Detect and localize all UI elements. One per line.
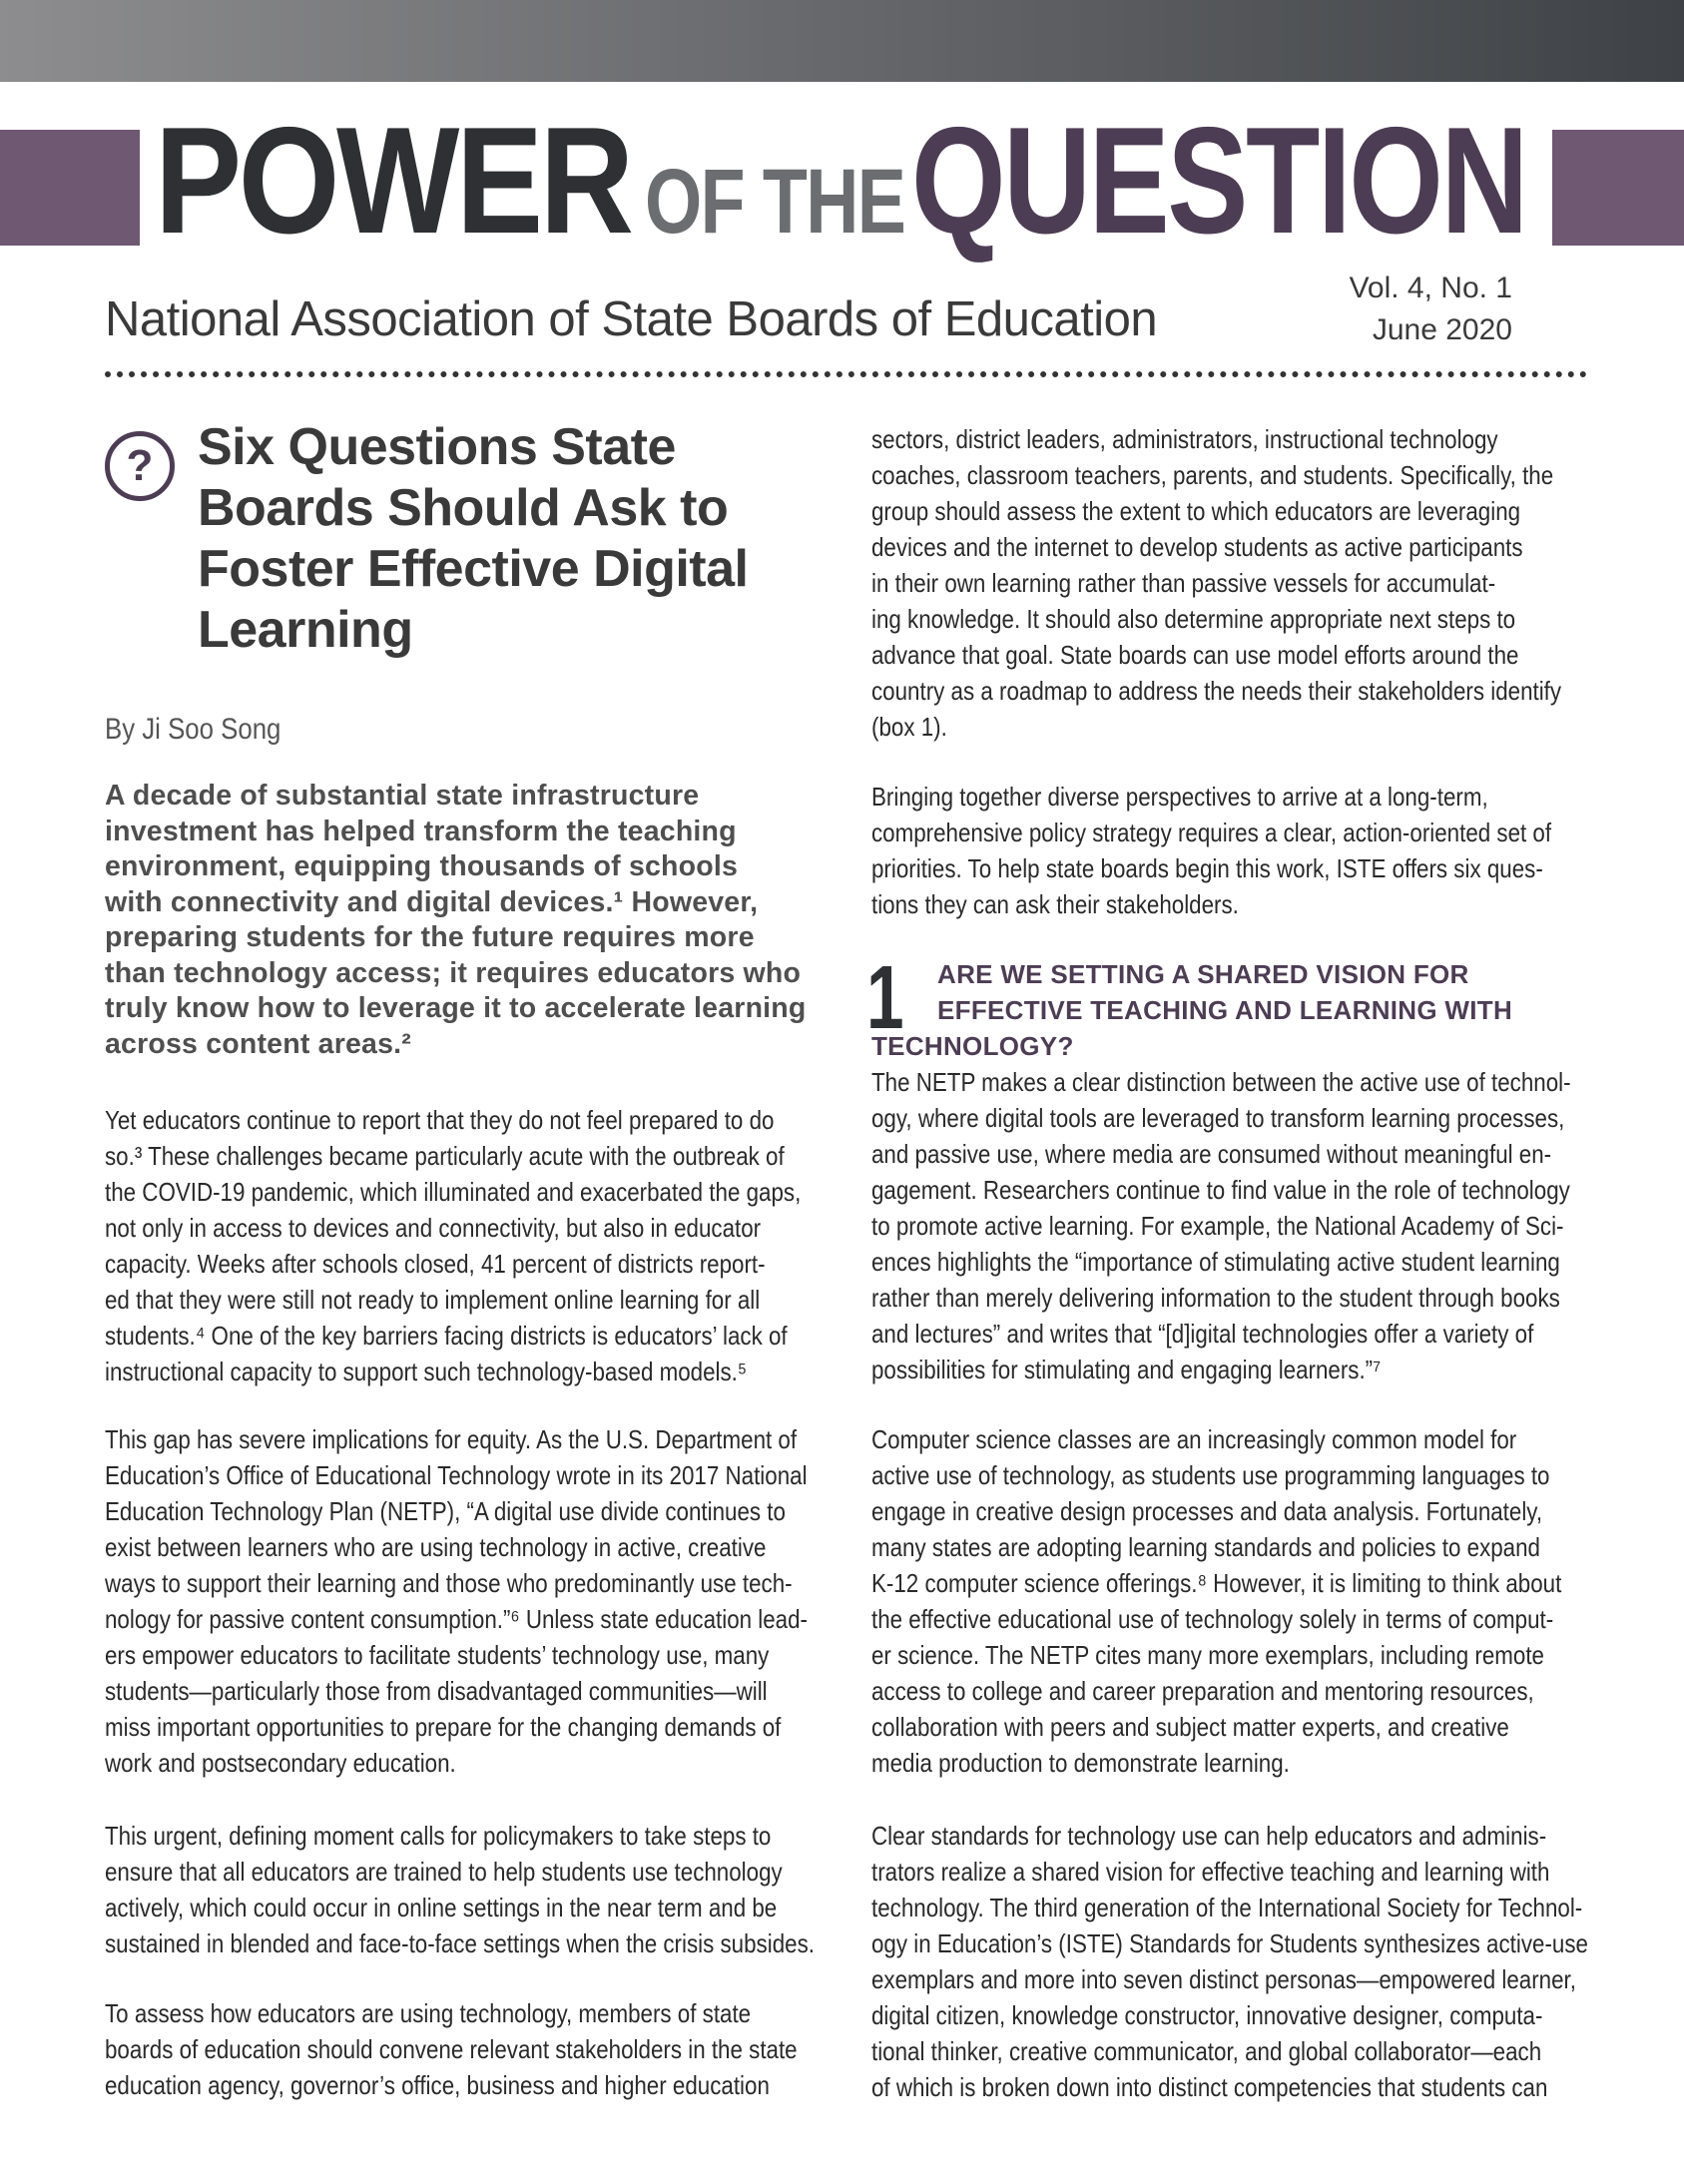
masthead-title	[155, 96, 1552, 266]
question-mark-icon: ?	[105, 431, 175, 501]
left-paragraph-2: This gap has severe implications for equity. As the U.S. Department of Education’s Office of Educational Technology wrote in its 2017 National Education Technology Plan (NETP), “A digital use divide continues to exist between learners who are using technology in active, creative ways to support their learning and those who predominantly use tech- nology for passive content consumption.”⁶ Unless state education lead- ers empower educators to facilitate students’ technology use, many students—particularly those from disadvantaged communities—will miss important opportunities to prepare for the changing demands of work and postsecondary education.	[105, 1424, 809, 1778]
right-paragraph-2: Bringing together diverse perspectives to arrive at a long-term, comprehensive policy strategy requires a clear, action-oriented set of priorities. To help state boards begin this work, ISTE offers six ques- tions they can ask their stakeholders.	[871, 782, 1552, 919]
right-paragraph-3: The NETP makes a clear distinction between the active use of technol- ogy, where digital tools are leveraged to transform learning processes, and passive use, where media are consumed without meaningful en- gagement. Researchers continue to find value in the role of technology to promote active learning. For example, the National Academy of Sci- ences highlights the “importance of stimulating active student learning rather than merely delivering information to the student through books and lectures” and writes that “[d]igital technologies offer a variety of possibilities for stimulating and engaging learners.”⁷	[871, 1067, 1571, 1384]
issue-info	[1338, 268, 1512, 351]
lede-paragraph: A decade of substantial state infrastructure investment has helped transform the teaching environment, equipping thousands of schools with connectivity and digital devices.¹ However, preparing students for the future requires more than technology access; it requires educators who truly know how to leverage it to accelerate learning across content areas.²	[105, 780, 807, 1060]
section-heading-line: ARE WE SETTING A SHARED VISION FOR	[937, 959, 1469, 989]
section-number: 1	[866, 948, 904, 1048]
masthead-word-of-the: OF THE	[644, 151, 904, 253]
masthead-accent-left	[0, 130, 140, 246]
section-heading	[871, 956, 1590, 1064]
title-line: Boards Should Ask to	[198, 479, 729, 537]
title-line: Learning	[198, 601, 413, 659]
masthead-accent-right	[1552, 130, 1684, 246]
left-paragraph-1: Yet educators continue to report that they do not feel prepared to do so.³ These challenges became particularly acute with the outbreak of the COVID-19 pandemic, which illuminated and exacerbated the gaps, not only in access to devices and connectivity, but also in educator capacity. Weeks after schools closed, 41 percent of districts report- ed that they were still not ready to implement online learning for all students.⁴ One of the key barriers facing districts is educators’ lack of instructional capacity to support such technology-based models.⁵	[105, 1105, 802, 1386]
right-paragraph-4: Computer science classes are an increasingly common model for active use of technology, as students use programming languages to engage in creative design processes and data analysis. Fortunately, many states are adopting learning standards and policies to expand K-12 computer science offerings.⁸ However, it is limiting to think about the effective educational use of technology solely in terms of comput- er science. The NETP cites many more exemplars, including remote access to college and career preparation and mentoring resources, collaboration with peers and subject matter experts, and creative media production to demonstrate learning.	[871, 1424, 1562, 1778]
issue-date: June 2020	[1372, 313, 1512, 346]
left-paragraph-4: To assess how educators are using technology, members of state boards of education should convene relevant stakeholders in the state education agency, governor’s office, business and higher education	[105, 1998, 798, 2100]
masthead-word-question: QUESTION	[911, 96, 1527, 266]
section-heading-line: EFFECTIVE TEACHING AND LEARNING WITH	[937, 995, 1513, 1025]
right-paragraph-1: sectors, district leaders, administrators, instructional technology coaches, classroom teachers, parents, and students. Specifically, the group should assess the extent to which educators are leveraging devices and the internet to develop students as active participants in their own learning rather than passive vessels for accumulat- ing knowledge. It should also determine appropriate next steps to advance that goal. State boards can use model efforts around the country as a roadmap to address the needs their stakeholders identify (box 1).	[871, 424, 1562, 742]
title-line: Six Questions State	[198, 418, 676, 476]
title-line: Foster Effective Digital	[198, 540, 749, 598]
section-heading-line: TECHNOLOGY?	[871, 1031, 1074, 1061]
dotted-divider	[105, 371, 1587, 377]
issue-volume: Vol. 4, No. 1	[1349, 272, 1512, 304]
right-paragraph-5: Clear standards for technology use can help educators and adminis- trators realize a shared vision for effective teaching and learning with technology. The third generation of the International Society for Technol- ogy in Education’s (ISTE) Standards for Students synthesizes active-use exemplars and more into seven distinct personas—empowered learner, digital citizen, knowledge constructor, innovative designer, computa- tional thinker, creative communicator, and global collaborator—each of which is broken down into distinct competencies that students can	[871, 1821, 1588, 2102]
article-title	[198, 417, 807, 661]
top-banner-bar	[0, 0, 1684, 82]
left-paragraph-3: This urgent, defining moment calls for policymakers to take steps to ensure that all educators are trained to help students use technology actively, which could occur in online settings in the near term and be sustained in blended and face-to-face settings when the crisis subsides.	[105, 1821, 815, 1958]
organization-name: National Association of State Boards of Education	[105, 292, 1158, 346]
byline: By Ji Soo Song	[105, 713, 281, 746]
masthead-word-power: POWER	[155, 96, 631, 266]
